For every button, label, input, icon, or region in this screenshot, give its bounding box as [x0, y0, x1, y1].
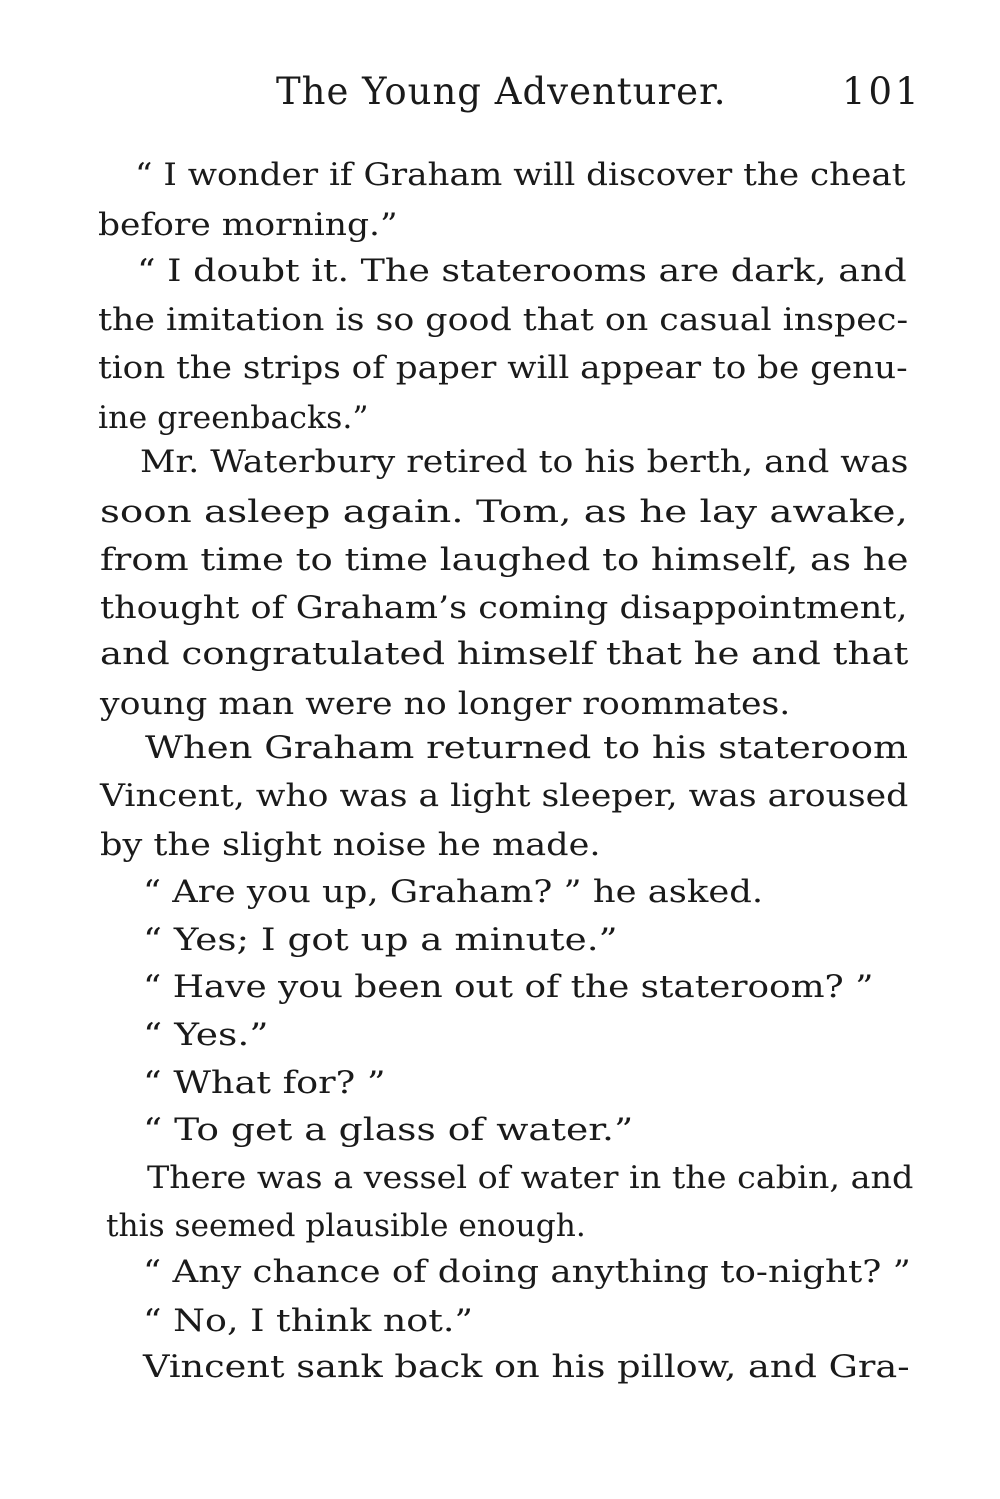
text-line: Mr. Waterbury retired to his berth, and was: [140, 444, 909, 480]
text-line: soon asleep again. Tom, as he lay awake,: [100, 494, 908, 530]
text-line: Vincent, who was a light sleeper, was aroused: [100, 778, 909, 814]
text-line: by the slight noise he made.: [100, 827, 601, 863]
text-line: young man were no longer roommates.: [100, 686, 791, 722]
text-line: There was a vessel of water in the cabin, and: [147, 1160, 914, 1196]
text-line: Vincent sank back on his pillow, and Gra-: [143, 1349, 910, 1385]
text-line: “ To get a glass of water.”: [143, 1112, 634, 1148]
text-line: “ Any chance of doing anything to-night? ”: [143, 1254, 911, 1290]
text-line: from time to time laughed to himself, as he: [100, 542, 909, 578]
text-line: “ I wonder if Graham will discover the cheat: [135, 157, 906, 193]
text-line: tion the strips of paper will appear to be genu-: [98, 350, 908, 386]
text-line: When Graham returned to his stateroom: [145, 730, 908, 766]
text-line: this seemed plausible enough.: [106, 1208, 586, 1244]
text-line: and congratulated himself that he and that: [100, 636, 909, 672]
text-line: “ Are you up, Graham? ” he asked.: [143, 874, 764, 910]
text-line: “ What for? ”: [143, 1065, 386, 1101]
text-line: “ Yes.”: [143, 1017, 269, 1053]
running-head: [0, 70, 1000, 120]
text-line: “ I doubt it. The staterooms are dark, and: [137, 253, 907, 289]
page-number: 101: [842, 70, 922, 113]
text-line: ine greenbacks.”: [98, 400, 369, 436]
text-line: “ Yes; I got up a minute.”: [143, 922, 618, 958]
text-line: “ Have you been out of the stateroom? ”: [143, 969, 874, 1005]
text-line: thought of Graham’s coming disappointment,: [100, 590, 908, 626]
text-line: before morning.”: [98, 207, 398, 243]
text-line: “ No, I think not.”: [143, 1303, 474, 1339]
text-line: the imitation is so good that on casual inspec-: [98, 302, 909, 338]
running-title: The Young Adventurer.: [276, 70, 727, 113]
